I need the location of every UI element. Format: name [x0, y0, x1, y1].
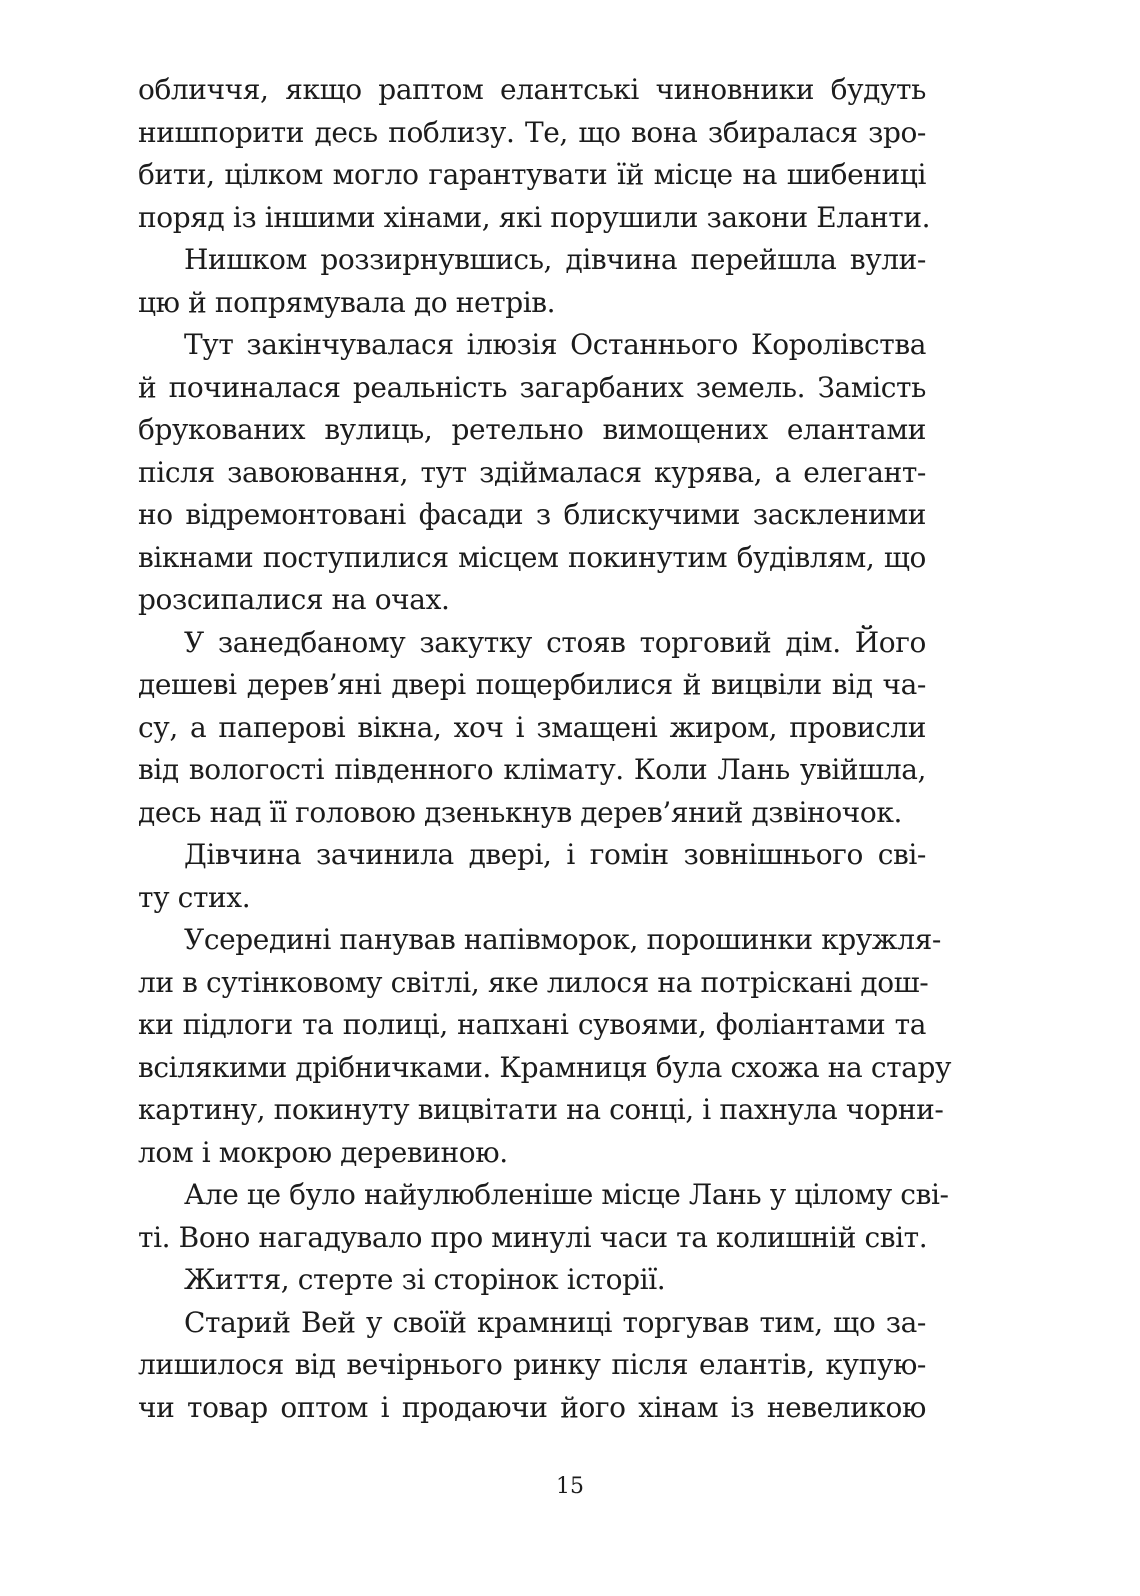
text-line: лом і мокрою деревиною. [138, 1135, 508, 1169]
body-text [138, 69, 952, 1429]
text-line: всілякими дрібничками. Крамниця була схожа на стару [138, 1050, 952, 1084]
text-line: Життя, стерте зі сторінок історії. [184, 1263, 666, 1296]
text-line: картину, покинуту вицвітати на сонці, і пахнула чорни- [138, 1093, 944, 1126]
text-line: вікнами поступилися місцем покинутим будівлям, що [138, 540, 926, 574]
text-line: ли в сутінковому світлі, яке лилося на потріскані дош- [138, 965, 929, 999]
text-line: чи товар оптом і продаючи його хінам із невеликою [138, 1390, 926, 1424]
page-number: 15 [556, 1474, 584, 1499]
text-line: нишпорити десь поблизу. Те, що вона збиралася зро- [138, 115, 926, 149]
text-line: десь над її головою дзенькнув дерев’яний дзвіночок. [138, 795, 902, 829]
text-line: су, а паперові вікна, хоч і змащені жиром, провисли [138, 710, 926, 744]
text-line: Нишком роззирнувшись, дівчина перейшла вули- [184, 243, 926, 276]
text-line: ті. Воно нагадувало про минулі часи та колишній світ. [138, 1220, 928, 1254]
text-line: ту стих. [138, 880, 251, 914]
text-line: цю й попрямувала до нетрів. [138, 285, 556, 319]
text-line: після завоювання, тут здіймалася курява, а елегант- [138, 455, 926, 489]
text-line: Усередині панував напівморок, порошинки кружля- [184, 923, 941, 956]
text-line: від вологості південного клімату. Коли Лань увійшла, [138, 753, 926, 786]
text-line: дешеві дерев’яні двері пощербилися й вицвіли від ча- [138, 668, 926, 701]
text-line: У занедбаному закутку стояв торговий дім. Його [184, 625, 926, 659]
text-line: Але це було найулюбленіше місце Лань у цілому сві- [184, 1178, 949, 1211]
text-line: бити, цілком могло гарантувати їй місце на шибениці [138, 158, 926, 191]
text-line: Тут закінчувалася ілюзія Останнього Королівства [184, 328, 926, 361]
text-line: но відремонтовані фасади з блискучими заскленими [138, 498, 926, 531]
text-line: розсипалися на очах. [138, 583, 450, 616]
text-line: Старий Вей у своїй крамниці торгував тим, що за- [184, 1305, 926, 1339]
text-line: ки підлоги та полиці, напхані сувоями, фоліантами та [138, 1008, 926, 1041]
text-line: брукованих вулиць, ретельно вимощених елантами [138, 413, 926, 446]
text-line: Дівчина зачинила двері, і гомін зовнішнього сві- [184, 838, 926, 871]
text-line: й починалася реальність загарбаних земель. Замість [138, 370, 926, 404]
text-line: поряд із іншими хінами, які порушили закони Еланти. [138, 200, 931, 234]
text-line: лишилося від вечірнього ринку після елантів, купую- [138, 1348, 926, 1381]
text-line: обличчя, якщо раптом елантські чиновники будуть [138, 73, 926, 106]
